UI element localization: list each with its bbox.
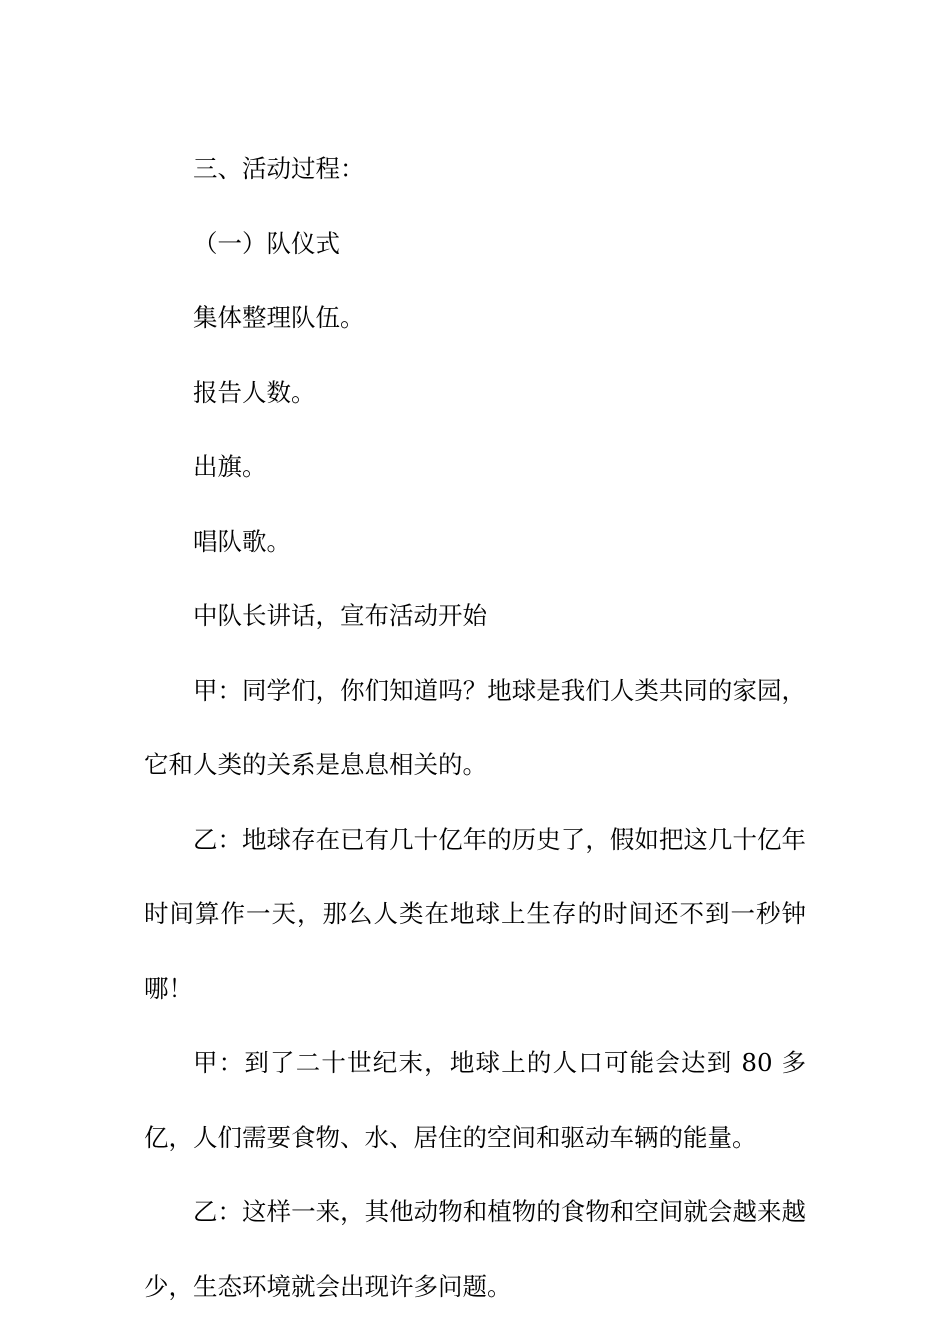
document-body	[144, 132, 806, 1324]
section-heading: 三、活动过程：	[193, 154, 365, 183]
dialogue-paragraph: 甲：同学们，你们知道吗？地球是我们人类共同的家园，它和人类的关系是息息相关的。	[144, 675, 806, 779]
paragraph: 唱队歌。	[193, 526, 291, 556]
paragraph: 出旗。	[193, 452, 267, 481]
paragraph: 集体整理队伍。	[193, 303, 365, 332]
paragraph: 报告人数。	[193, 377, 316, 407]
dialogue-paragraph: 乙：这样一来，其他动物和植物的食物和空间就会越来越少，生态环境就会出现许多问题。	[144, 1197, 806, 1301]
dialogue-paragraph: 甲：到了二十世纪末，地球上的人口可能会达到 80 多亿，人们需要食物、水、居住的空间和驱动车辆的能量。	[144, 1048, 806, 1152]
dialogue-paragraph: 乙：地球存在已有几十亿年的历史了，假如把这几十亿年时间算作一天，那么人类在地球上生存的时间还不到一秒钟哪！	[144, 824, 806, 1003]
subsection-heading: （一）队仪式	[193, 228, 340, 258]
paragraph: 中队长讲话，宣布活动开始	[193, 601, 487, 630]
